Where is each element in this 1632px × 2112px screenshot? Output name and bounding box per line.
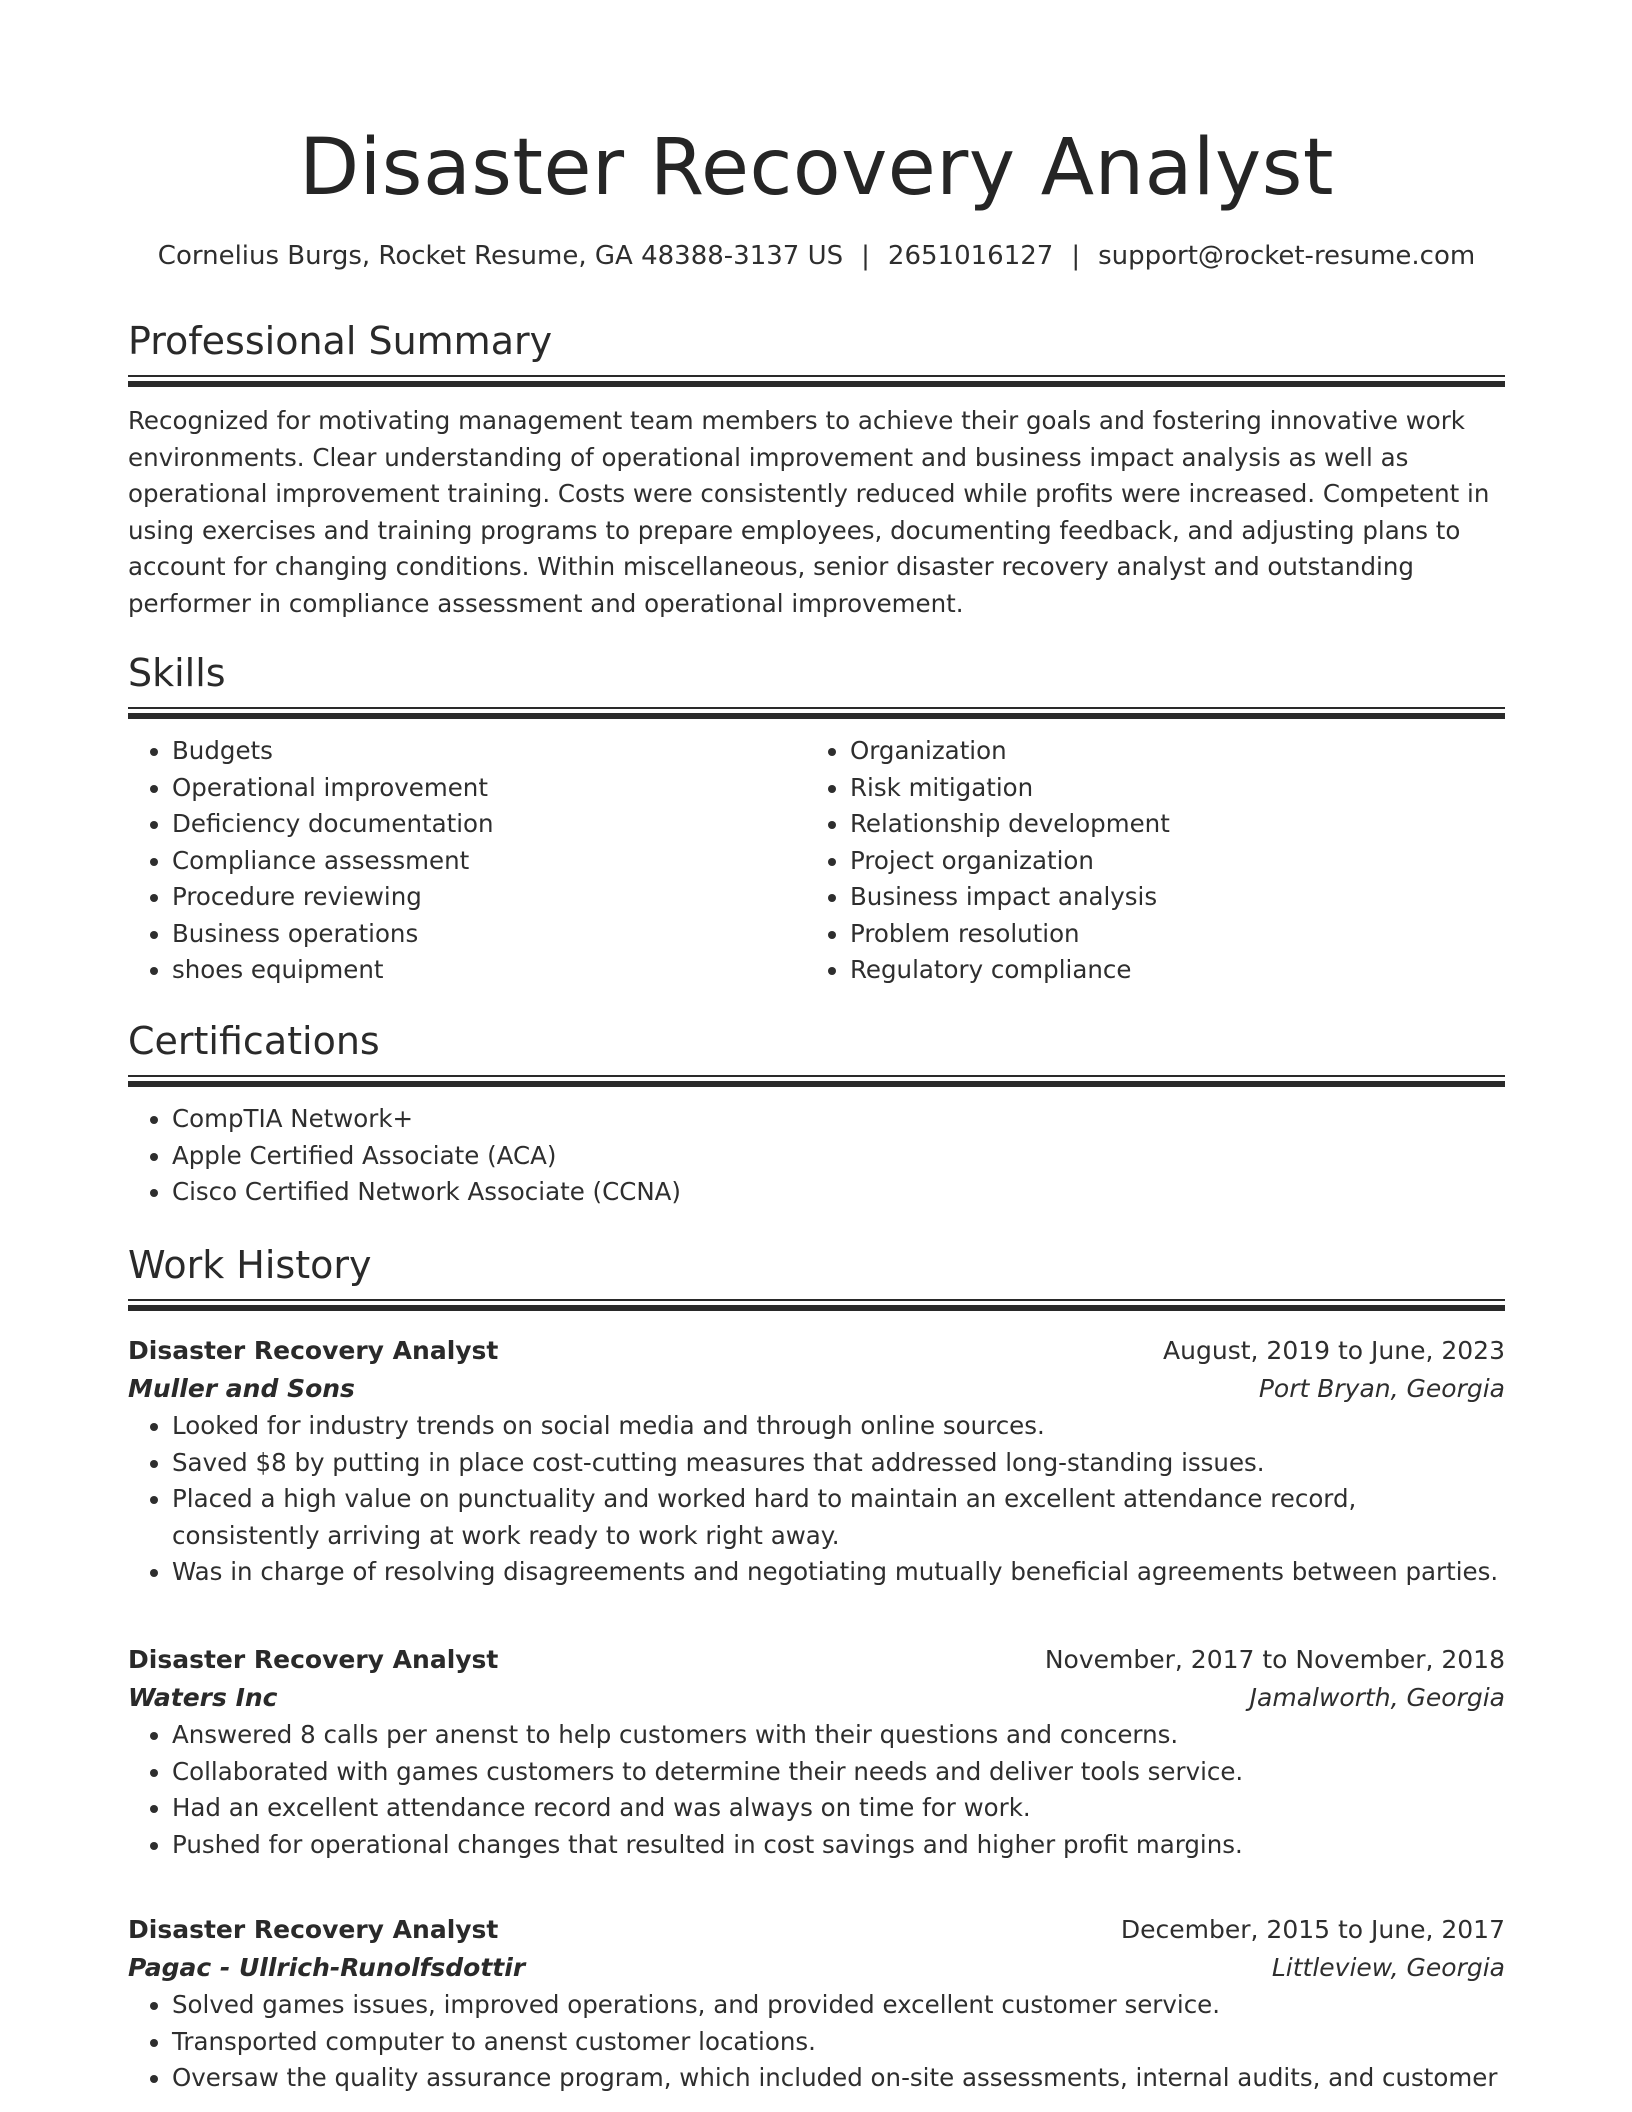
job-dates: August, 2019 to June, 2023 [1163,1336,1505,1365]
job-title: Disaster Recovery Analyst [128,1645,499,1674]
job-company-row [128,1679,1505,1717]
job-entry [128,1641,1505,1863]
job-bullet: • Pushed for operational changes that resulted in cost savings and higher profit margins. [172,1827,1505,1864]
section-divider [128,1299,1505,1311]
certifications-section [128,1017,1505,1211]
skill-item: • Regulatory compliance [850,952,1484,989]
skills-columns [128,733,1505,989]
job-entry [128,1332,1505,1591]
contact-address: Cornelius Burgs, Rocket Resume, GA 48388-3137 US [157,241,844,271]
skill-item: • Organization [850,733,1484,770]
certifications-list [128,1101,1505,1211]
work-history-heading: Work History [128,1243,372,1287]
job-bullet: • Placed a high value on punctuality and worked hard to maintain an excellent attendance record, consistently arriving at work ready to work right away. [172,1481,1505,1554]
job-location: Jamalworth, Georgia [1249,1683,1505,1712]
job-bullet: • Was in charge of resolving disagreements and negotiating mutually beneficial agreements between parties. [172,1554,1505,1591]
skill-item: • Deficiency documentation [172,806,806,843]
job-bullet: • Collaborated with games customers to determine their needs and deliver tools service. [172,1754,1505,1791]
job-bullet: • Saved $8 by putting in place cost-cutting measures that addressed long-standing issues. [172,1445,1505,1482]
summary-section [128,317,1505,622]
skill-item: • Risk mitigation [850,770,1484,807]
job-company: Muller and Sons [128,1374,355,1403]
job-bullets [128,1408,1505,1591]
contact-phone: 2651016127 [887,241,1054,271]
skills-column-left [128,733,806,989]
job-company: Waters Inc [128,1683,278,1712]
resume-name: Disaster Recovery Analyst [299,123,1334,213]
skills-column-right [806,733,1484,989]
skill-item: • Business impact analysis [850,879,1484,916]
certification-item: • Apple Certified Associate (ACA) [172,1138,1505,1175]
skill-item: • shoes equipment [172,952,806,989]
job-entry [128,1911,1505,2097]
skills-list-left [128,733,806,989]
job-company-row [128,1370,1505,1408]
job-bullet: • Oversaw the quality assurance program, which included on-site assessments, internal audits, and customer [172,2060,1505,2097]
job-bullet: • Solved games issues, improved operations, and provided excellent customer service. [172,1987,1505,2024]
skills-section [128,649,1505,989]
job-bullet: • Looked for industry trends on social media and through online sources. [172,1408,1505,1445]
job-bullet: • Had an excellent attendance record and was always on time for work. [172,1790,1505,1827]
job-bullets [128,1717,1505,1863]
skills-list-right [806,733,1484,989]
job-location: Littleview, Georgia [1271,1953,1505,1982]
job-company-row [128,1949,1505,1987]
section-divider [128,375,1505,387]
contact-separator: | [1071,241,1081,271]
job-company: Pagac - Ullrich-Runolfsdottir [128,1953,526,1982]
skill-item: • Procedure reviewing [172,879,806,916]
job-dates: December, 2015 to June, 2017 [1120,1915,1505,1944]
job-dates: November, 2017 to November, 2018 [1044,1645,1505,1674]
contact-line [128,238,1505,274]
skill-item: • Budgets [172,733,806,770]
skill-item: • Relationship development [850,806,1484,843]
job-header-row [128,1911,1505,1949]
job-title: Disaster Recovery Analyst [128,1915,499,1944]
work-history-section [128,1241,1505,1311]
job-header-row [128,1641,1505,1679]
summary-text: Recognized for motivating management team members to achieve their goals and fostering innovative work environments. Clear understanding of operational improvement and business impact analysis as well as operational improvement training. Costs were consistently reduced while profits were increased. Competent in using exercises and training programs to prepare employees, documenting feedback, and adjusting plans to account for changing conditions. Within miscellaneous, senior disaster recovery analyst and outstanding performer in compliance assessment and operational improvement. [128,406,1490,618]
job-bullets [128,1987,1505,2097]
certification-item: • CompTIA Network+ [172,1101,1505,1138]
job-bullet: • Answered 8 calls per anenst to help customers with their questions and concerns. [172,1717,1505,1754]
skills-heading: Skills [128,651,226,695]
section-divider [128,707,1505,719]
skill-item: • Operational improvement [172,770,806,807]
job-bullet: • Transported computer to anenst customer locations. [172,2024,1505,2061]
certification-item: • Cisco Certified Network Associate (CCNA) [172,1174,1505,1211]
section-divider [128,1075,1505,1087]
contact-email: support@rocket-resume.com [1098,241,1476,271]
job-location: Port Bryan, Georgia [1258,1374,1505,1403]
skill-item: • Compliance assessment [172,843,806,880]
skill-item: • Business operations [172,916,806,953]
certifications-heading: Certifications [128,1019,380,1063]
skill-item: • Project organization [850,843,1484,880]
skill-item: • Problem resolution [850,916,1484,953]
job-header-row [128,1332,1505,1370]
contact-separator: | [861,241,870,271]
job-title: Disaster Recovery Analyst [128,1336,499,1365]
summary-heading: Professional Summary [128,319,553,363]
